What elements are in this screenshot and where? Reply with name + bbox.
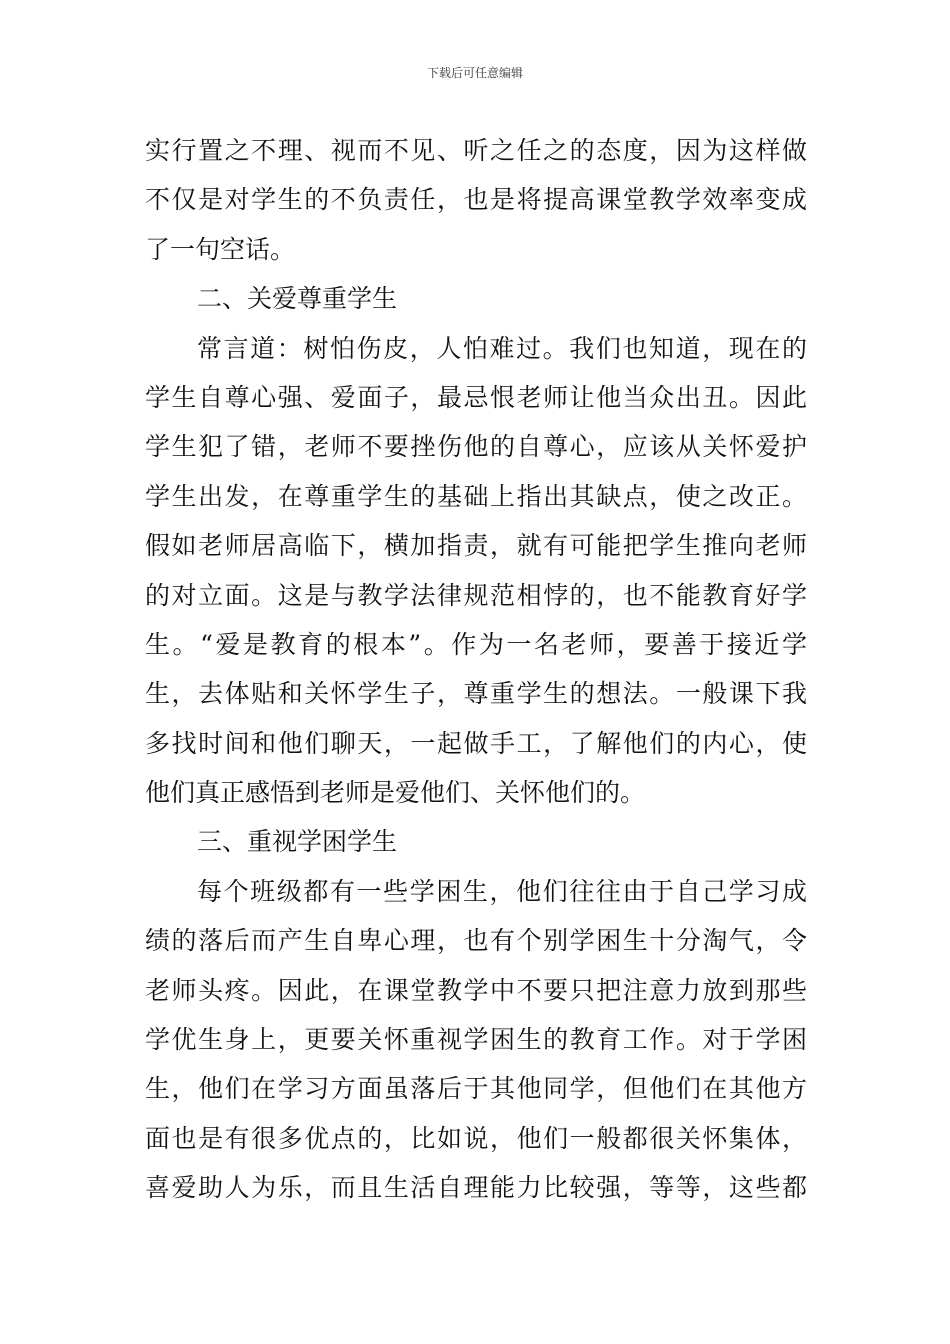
text-line: 生，他们在学习方面虽落后于其他同学，但他们在其他方	[145, 1074, 807, 1104]
text-line: 面也是有很多优点的，比如说，他们一般都很关怀集体，	[145, 1123, 807, 1153]
text-line: 每个班级都有一些学困生，他们往往由于自己学习成	[197, 876, 807, 906]
text-line: 假如老师居高临下，横加指责，就有可能把学生推向老师	[145, 531, 807, 561]
text-line: 多找时间和他们聊天，一起做手工，了解他们的内心，使	[145, 728, 807, 758]
text-line: 常言道：树怕伤皮，人怕难过。我们也知道，现在的	[197, 333, 807, 363]
text-line: 了一句空话。	[145, 234, 296, 264]
text-line: 学优生身上，更要关怀重视学困生的教育工作。对于学困	[145, 1025, 807, 1055]
text-line: 绩的落后而产生自卑心理，也有个别学困生十分淘气，令	[145, 926, 807, 956]
text-line: 的对立面。这是与教学法律规范相悖的，也不能教育好学	[145, 580, 807, 610]
text-line: 老师头疼。因此，在课堂教学中不要只把注意力放到那些	[145, 975, 807, 1005]
page-header: 下载后可任意编辑	[426, 66, 523, 80]
text-line: 实行置之不理、视而不见、听之任之的态度，因为这样做	[145, 136, 807, 165]
text-line: 生，去体贴和关怀学生子，尊重学生的想法。一般课下我	[145, 679, 807, 709]
text-line: 生。“爱是教育的根本”。作为一名老师，要善于接近学	[145, 629, 807, 659]
text-line: 不仅是对学生的不负责任，也是将提高课堂教学效率变成	[145, 185, 807, 215]
section-heading: 二、关爱尊重学生	[197, 284, 398, 314]
document-body	[145, 126, 807, 1213]
text-line: 喜爱助人为乐，而且生活自理能力比较强，等等，这些都	[145, 1173, 807, 1203]
text-line: 他们真正感悟到老师是爱他们、关怀他们的。	[145, 778, 646, 808]
text-line: 学生出发，在尊重学生的基础上指出其缺点，使之改正。	[145, 481, 807, 511]
text-line: 学生自尊心强、爱面子，最忌恨老师让他当众出丑。因此	[145, 382, 807, 412]
text-line: 学生犯了错，老师不要挫伤他的自尊心，应该从关怀爱护	[145, 432, 807, 462]
section-heading: 三、重视学困学生	[197, 827, 398, 857]
